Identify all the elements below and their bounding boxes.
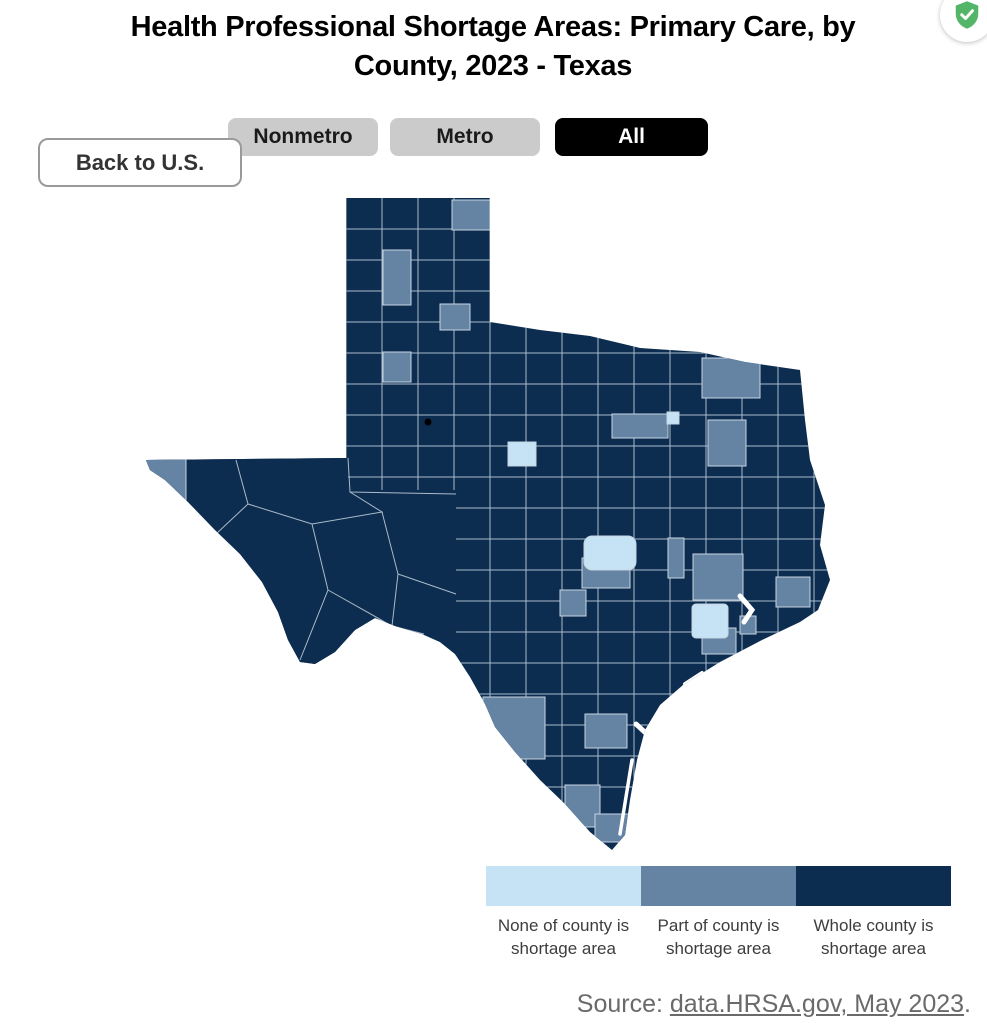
county-part-shortage[interactable]: [776, 577, 810, 607]
tab-all-selected[interactable]: All: [555, 118, 708, 156]
texas-map[interactable]: [140, 192, 840, 852]
shield-check-icon: [952, 0, 982, 30]
page-title-line2: County, 2023 - Texas: [353, 50, 633, 82]
county-part-shortage[interactable]: [383, 250, 411, 305]
county-part-shortage[interactable]: [483, 697, 545, 759]
legend-swatch-whole: [796, 866, 951, 906]
map-legend: [486, 866, 951, 960]
county-part-shortage[interactable]: [440, 304, 470, 330]
county-part-shortage[interactable]: [708, 420, 746, 466]
source-link[interactable]: data.HRSA.gov, May 2023: [669, 990, 965, 1018]
county-part-shortage[interactable]: [702, 358, 760, 398]
source-line: [577, 990, 971, 1019]
legend-label-part: Part of county is shortage area: [657, 916, 780, 958]
city-marker-dot: [425, 419, 432, 426]
legend-label-none: None of county is shortage area: [497, 916, 630, 958]
source-suffix: .: [964, 990, 971, 1018]
legend-swatch-part: [641, 866, 796, 906]
county-part-shortage[interactable]: [383, 352, 411, 382]
county-part-shortage[interactable]: [693, 554, 743, 600]
county-part-shortage[interactable]: [452, 200, 490, 230]
county-part-shortage[interactable]: [595, 814, 633, 842]
tab-nonmetro[interactable]: Nonmetro: [228, 118, 378, 156]
county-part-shortage[interactable]: [612, 414, 668, 438]
county-none-shortage[interactable]: [508, 442, 536, 466]
county-part-shortage[interactable]: [585, 714, 627, 748]
page-title-line1: Health Professional Shortage Areas: Primary Care, by: [130, 11, 856, 43]
verified-badge: [940, 0, 987, 42]
county-none-shortage[interactable]: [584, 536, 636, 570]
county-part-shortage[interactable]: [144, 458, 186, 508]
legend-label-whole: Whole county is shortage area: [813, 916, 934, 958]
texas-county-map-svg[interactable]: [140, 192, 840, 852]
page-title: [53, 8, 933, 86]
source-prefix: Source:: [576, 990, 670, 1018]
legend-swatch-none: [486, 866, 641, 906]
county-part-shortage[interactable]: [560, 590, 586, 616]
county-none-shortage[interactable]: [692, 604, 728, 638]
county-part-shortage[interactable]: [668, 538, 684, 578]
tab-metro[interactable]: Metro: [390, 118, 540, 156]
back-to-us-button[interactable]: Back to U.S.: [38, 138, 242, 187]
county-none-shortage[interactable]: [667, 412, 679, 424]
